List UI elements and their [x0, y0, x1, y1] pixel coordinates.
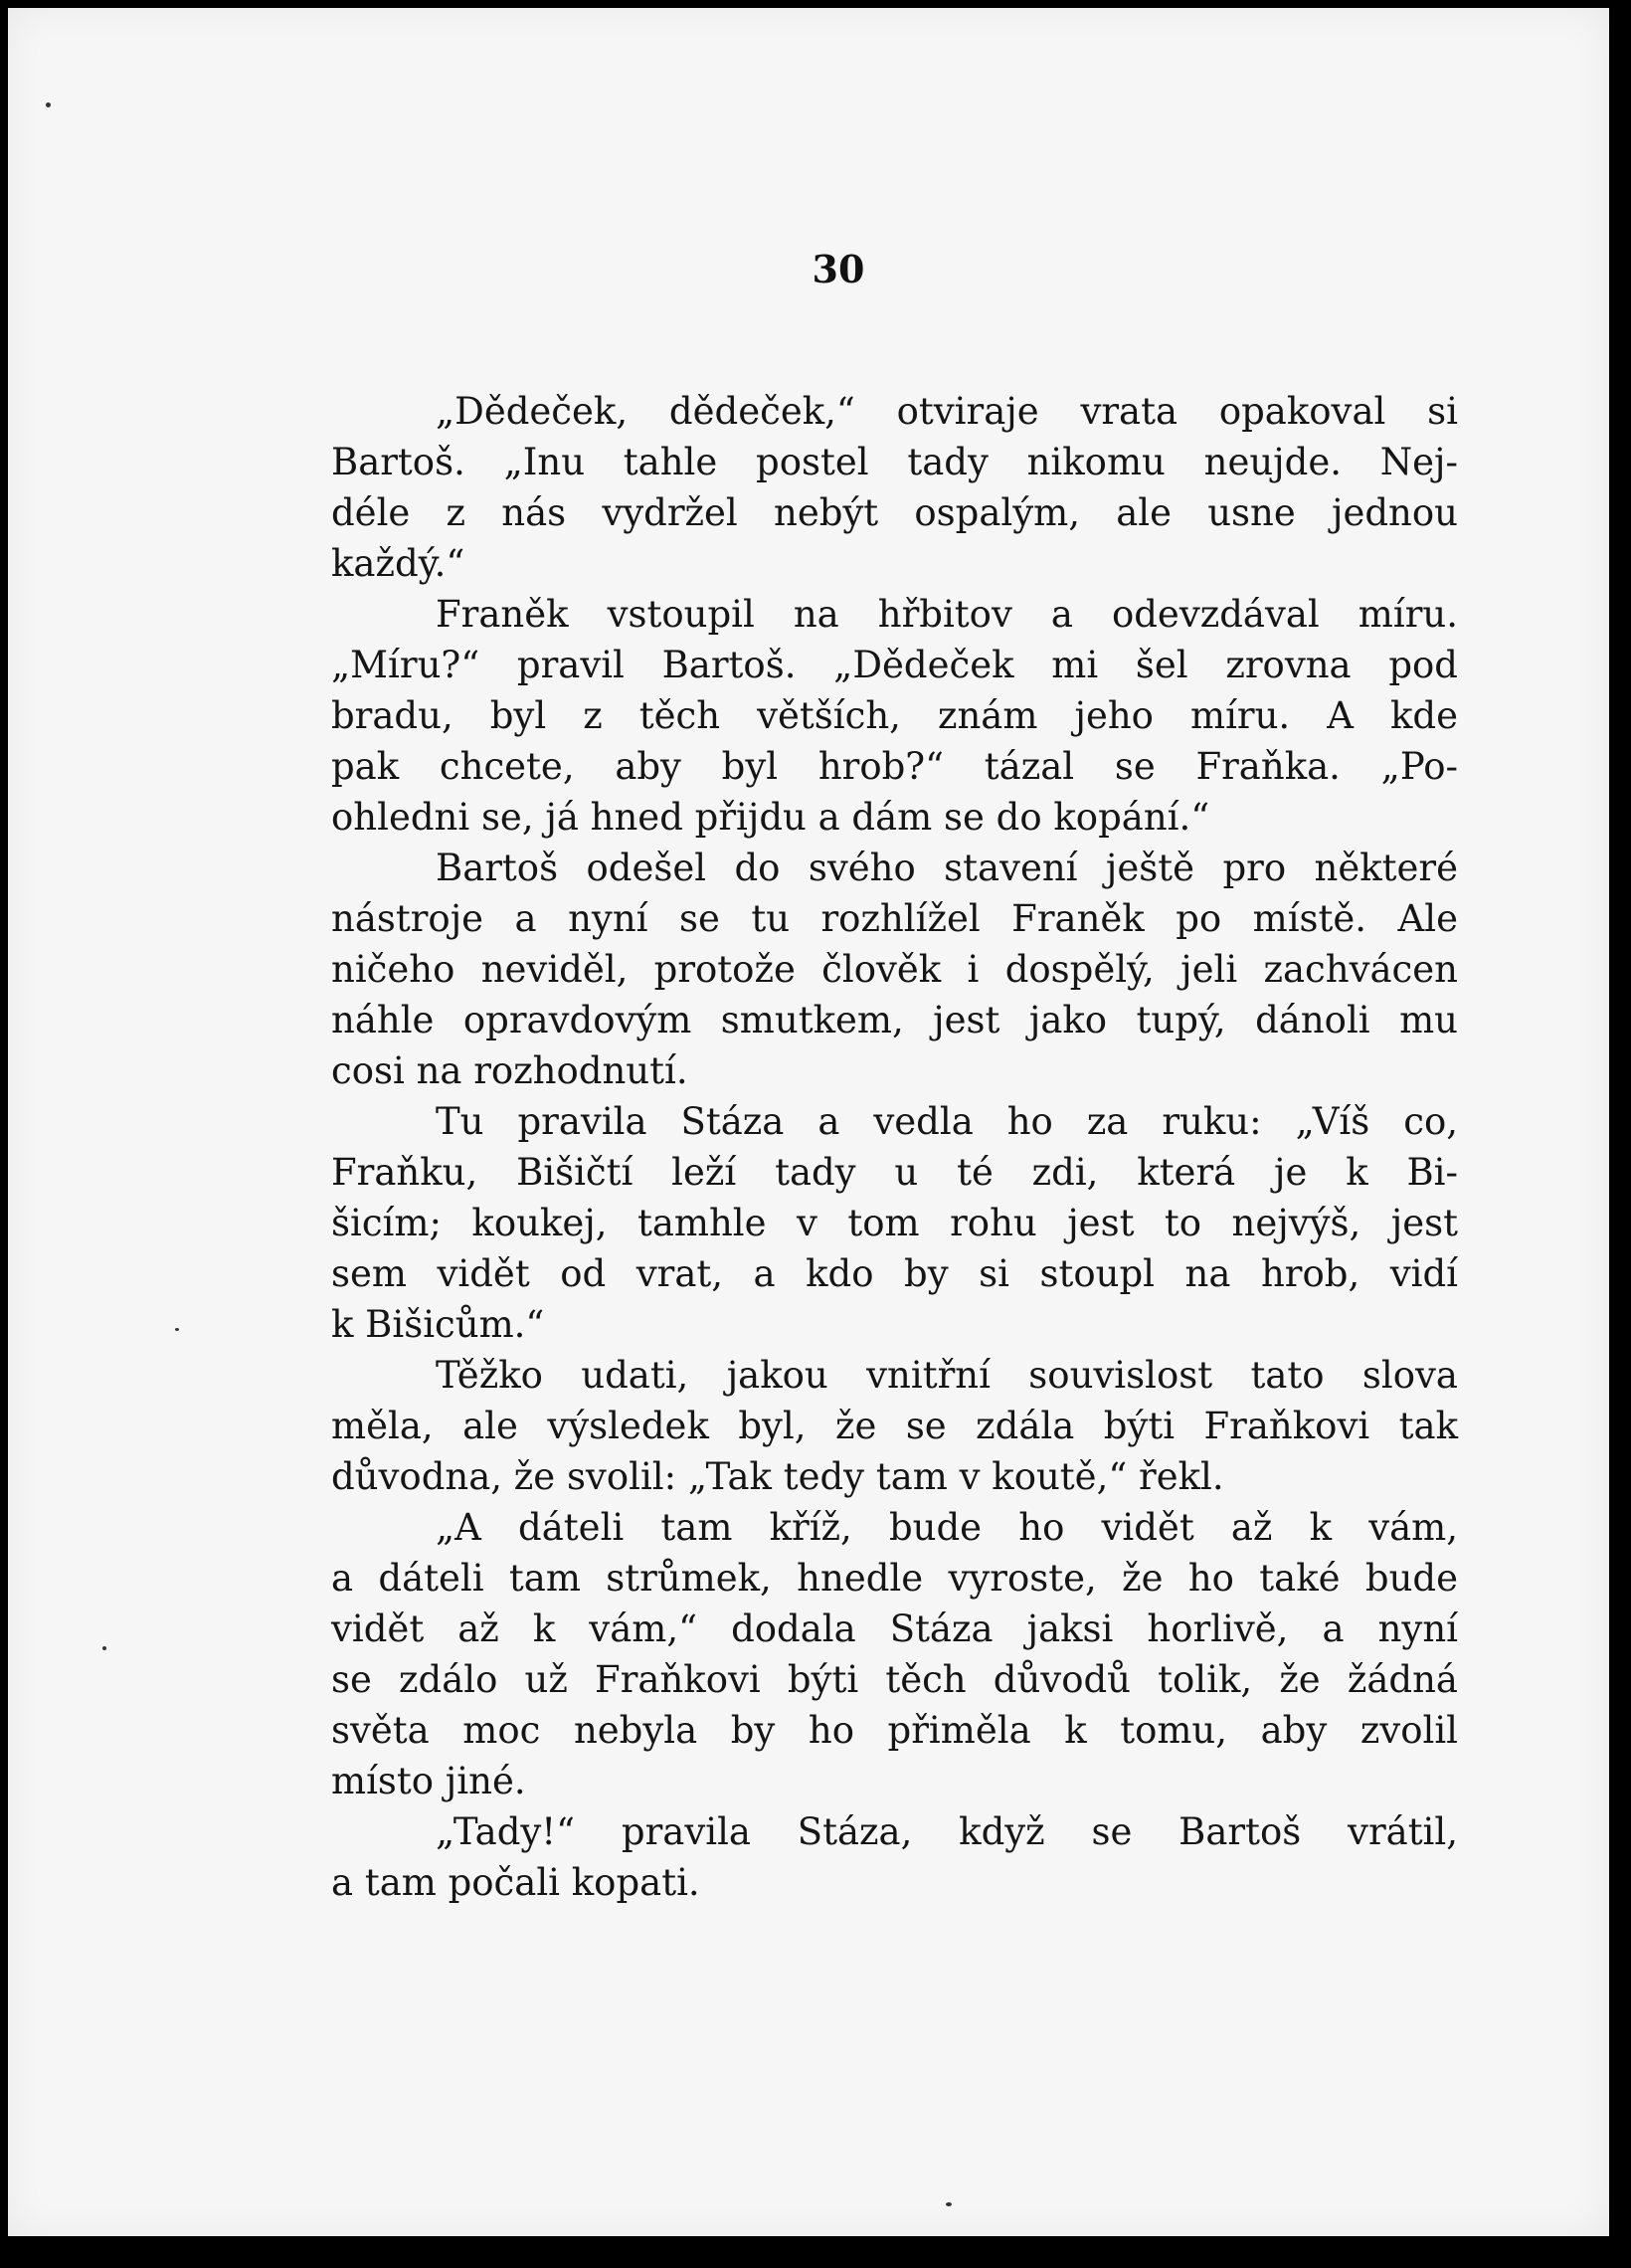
text-line: k Bišicům.“	[331, 1303, 545, 1346]
text-line: světa moc nebyla by ho přiměla k tomu, aby zvolil	[331, 1709, 1458, 1752]
scan-speck	[175, 1328, 179, 1331]
text-line: nástroje a nyní se tu rozhlížel Franěk po místě. Ale	[331, 897, 1458, 940]
text-line: Bartoš. „Inu tahle postel tady nikomu neujde. Nej-	[331, 441, 1458, 483]
text-line: „Dědeček, dědeček,“ otviraje vrata opakoval si	[436, 390, 1458, 433]
text-line: Bartoš odešel do svého stavení ještě pro některé	[436, 847, 1458, 889]
text-line: Těžko udati, jakou vnitřní souvislost tato slova	[436, 1354, 1458, 1397]
text-line: déle z nás vydržel nebýt ospalým, ale usne jednou	[331, 491, 1458, 534]
body-text	[331, 386, 1458, 1908]
text-line: Franěk vstoupil na hřbitov a odevzdával míru.	[436, 593, 1458, 636]
text-line: cosi na rozhodnutí.	[331, 1049, 688, 1092]
text-line: se zdálo už Fraňkovi býti těch důvodů tolik, že žádná	[331, 1658, 1458, 1701]
text-line: důvodna, že svolil: „Tak tedy tam v koutě,“ řekl.	[331, 1455, 1224, 1498]
text-line: sem vidět od vrat, a kdo by si stoupl na hrob, vidí	[331, 1252, 1458, 1295]
text-line: „Tady!“ pravila Stáza, když se Bartoš vrátil,	[436, 1810, 1458, 1853]
text-line: ničeho neviděl, protože člověk i dospělý, jeli zachvácen	[331, 948, 1458, 991]
scan-speck	[102, 1646, 106, 1650]
text-line: pak chcete, aby byl hrob?“ tázal se Fraňka. „Po-	[331, 745, 1458, 788]
text-line: bradu, byl z těch větších, znám jeho míru. A kde	[331, 694, 1458, 737]
scan-speck	[946, 2202, 952, 2206]
book-page	[8, 8, 1609, 2236]
text-line: a dáteli tam strůmek, hnedle vyroste, že ho také bude	[331, 1557, 1458, 1600]
text-line: a tam počali kopati.	[331, 1861, 700, 1904]
text-line: každý.“	[331, 542, 465, 585]
scan-speck	[46, 102, 51, 107]
text-line: vidět až k vám,“ dodala Stáza jaksi horlivě, a nyní	[331, 1607, 1458, 1650]
text-line: Fraňku, Bišičtí leží tady u té zdi, která je k Bi-	[331, 1151, 1458, 1194]
text-line: „A dáteli tam kříž, bude ho vidět až k vám,	[436, 1506, 1458, 1549]
page-number: 30	[812, 247, 865, 291]
text-line: Tu pravila Stáza a vedla ho za ruku: „Víš co,	[436, 1100, 1458, 1143]
text-line: šicím; koukej, tamhle v tom rohu jest to nejvýš, jest	[331, 1202, 1458, 1244]
text-line: měla, ale výsledek byl, že se zdála býti Fraňkovi tak	[331, 1405, 1458, 1447]
text-line: náhle opravdovým smutkem, jest jako tupý, dánoli mu	[331, 999, 1458, 1041]
text-line: místo jiné.	[331, 1760, 526, 1802]
text-line: „Míru?“ pravil Bartoš. „Dědeček mi šel zrovna pod	[331, 644, 1458, 686]
text-line: ohledni se, já hned přijdu a dám se do kopání.“	[331, 796, 1210, 839]
